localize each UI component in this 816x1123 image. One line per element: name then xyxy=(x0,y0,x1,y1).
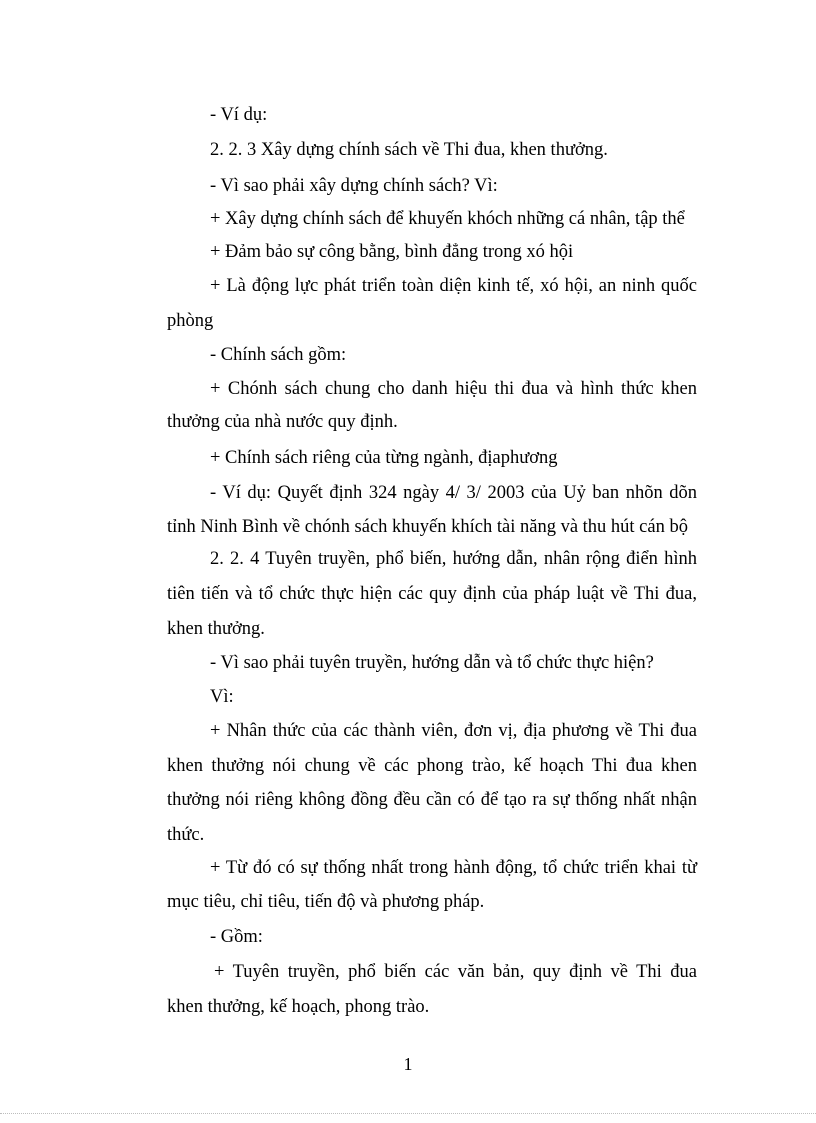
text-line: khen thưởng. xyxy=(167,619,265,639)
text-line: + Đảm bảo sự công bằng, bình đẳng trong xó hội xyxy=(210,242,574,262)
text-line: - Ví dụ: Quyết định 324 ngày 4/ 3/ 2003 của Uỷ ban nhõn dõn xyxy=(210,483,697,503)
text-line: - Gồm: xyxy=(210,927,263,947)
text-line: khen thưởng nói chung về các phong trào, kế hoạch Thi đua khen xyxy=(167,756,697,776)
text-line: + Nhân thức của các thành viên, đơn vị, địa phương về Thi đua xyxy=(210,721,697,741)
text-line: + Chính sách riêng của từng ngành, địaphương xyxy=(210,448,558,468)
text-line: + Xây dựng chính sách để khuyến khóch những cá nhân, tập thể xyxy=(210,209,685,229)
text-line: tỉnh Ninh Bình về chónh sách khuyến khích tài năng và thu hút cán bộ xyxy=(167,517,688,537)
text-line: mục tiêu, chỉ tiêu, tiến độ và phương pháp. xyxy=(167,892,485,912)
text-line: phòng xyxy=(167,311,214,331)
text-line: - Ví dụ: xyxy=(210,105,268,125)
text-line: + Từ đó có sự thống nhất trong hành động, tổ chức triển khai từ xyxy=(210,858,697,878)
text-line: thưởng của nhà nước quy định. xyxy=(167,412,398,432)
text-line: + Tuyên truyền, phổ biến các văn bản, quy định về Thi đua xyxy=(214,962,697,982)
text-line: thưởng nói riêng không đồng đều cần có để tạo ra sự thống nhất nhận xyxy=(167,790,697,810)
section-heading-2-2-3: 2. 2. 3 Xây dựng chính sách về Thi đua, khen thưởng. xyxy=(210,140,608,160)
text-line: + Là động lực phát triển toàn diện kinh tế, xó hội, an ninh quốc xyxy=(210,276,697,296)
text-line: + Chónh sách chung cho danh hiệu thi đua và hình thức khen xyxy=(210,379,697,399)
text-line: thức. xyxy=(167,825,205,845)
text-line: - Chính sách gồm: xyxy=(210,345,347,365)
text-line: khen thưởng, kế hoạch, phong trào. xyxy=(167,997,430,1017)
page-number: 1 xyxy=(403,1054,413,1074)
section-heading-2-2-4: 2. 2. 4 Tuyên truyền, phổ biến, hướng dẫn, nhân rộng điển hình xyxy=(210,549,697,569)
text-line: tiên tiến và tổ chức thực hiện các quy định của pháp luật về Thi đua, xyxy=(167,584,697,604)
page-bottom-divider xyxy=(0,1113,816,1114)
text-line: Vì: xyxy=(210,687,234,707)
text-line: - Vì sao phải xây dựng chính sách? Vì: xyxy=(210,176,498,196)
text-line: - Vì sao phải tuyên truyền, hướng dẫn và tổ chức thực hiện? xyxy=(210,653,654,673)
